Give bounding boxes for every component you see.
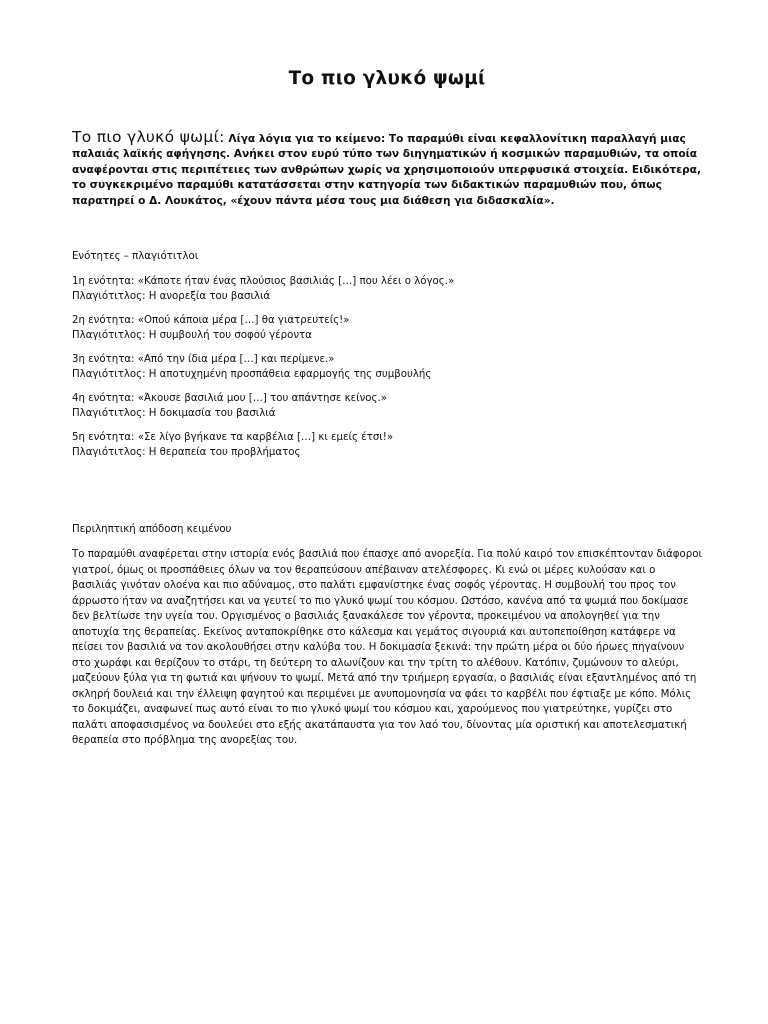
- unit-subtitle: Πλαγιότιτλος: Η αποτυχημένη προσπάθεια εφαρμογής της συμβουλής: [72, 368, 432, 380]
- unit-subtitle: Πλαγιότιτλος: Η δοκιμασία του βασιλιά: [72, 407, 276, 419]
- document-title: Το πιο γλυκό ψωμί: [288, 68, 486, 89]
- unit-entry: [72, 314, 702, 343]
- intro-body: Λίγα λόγια για το κείμενο: Το παραμύθι είναι κεφαλλονίτικη παραλλαγή μιας παλαιάς λαϊκής αφήγησης. Ανήκει στον ευρύ τύπο των διηγηματικών ή κοσμικών παραμυθιών, τα οποία αναφέρονται στις περιπέτειες των ανθρώπων χωρίς να χρησιμοποιούν υπερφυσικά στοιχεία. Ειδικότερα, το συγκεκριμένο παραμύθι κατατάσσεται στην κατηγορία των διδακτικών παραμυθιών που, όπως παρατηρεί ο Δ. Λουκάτος, «έχουν πάντα μέσα τους μια διάθεση για διδασκαλία».: [72, 133, 701, 207]
- summary-paragraph: Το παραμύθι αναφέρεται στην ιστορία ενός βασιλιά που έπασχε από ανορεξία. Για πολύ καιρό τον επισκέπτονταν διάφοροι γιατροί, όμως οι προσπάθειες όλων να τον θεραπεύσουν απέβαιναν ατελέσφορες. Κι ενώ οι μέρες κυλούσαν και ο βασιλιάς γινόταν ολοένα και πιο αδύναμος, στο παλάτι εμφανίστηκε ένας σοφός γέροντας. Η συμβουλή του προς τον άρρωστο ήταν να αναζητήσει και να γευτεί το πιο γλυκό ψωμί του κόσμου. Ωστόσο, κανένα από τα ψωμιά που δοκίμασε δεν βελτίωσε την υγεία του. Οργισμένος ο βασιλιάς ξανακάλεσε τον γέροντα, προκειμένου να απολογηθεί για την αποτυχία της θεραπείας. Εκείνος ανταποκρίθηκε στο κάλεσμα και γεμάτος σιγουριά και αυτοπεποίθηση κατάφερε να πείσει τον βασιλιά να τον ακολουθήσει στην καλύβα του. Η δοκιμασία ξεκινά: την πρώτη μέρα οι δύο ήρωες πηγαίνουν στο χωράφι και θερίζουν το στάρι, τη δεύτερη το αλωνίζουν και την τρίτη το αλέθουν. Κατόπιν, ζυμώνουν το αλεύρι, μαζεύουν ξύλα για τη φωτιά και ψήνουν το ψωμί. Μετά από την τριήμερη εργασία, ο βασιλιάς είναι εξαντλημένος από τη σκληρή δουλειά και την έλλειψη φαγητού και περιμένει με ανυπομονησία να φάει το καρβέλι που έφτιαξε με κόπο. Μόλις το δοκιμάζει, αναφωνεί πως αυτό είναι το πιο γλυκό ψωμί του κόσμου και, χαρούμενος που γιατρεύτηκε, γυρίζει στο παλάτι αποφασισμένος να δουλεύει στο εξής ακατάπαυστα για τον λαό του, δίνοντας μία οριστική και αποτελεσματική θεραπεία στο πρόβλημα της ανορεξίας του.: [72, 549, 702, 746]
- unit-line: 2η ενότητα: «Οπού κάποια μέρα […] θα γιατρευτείς!»: [72, 315, 350, 326]
- unit-entry: [72, 431, 702, 460]
- summary-heading: Περιληπτική απόδοση κειμένου: [72, 524, 232, 535]
- unit-subtitle: Πλαγιότιτλος: Η ανορεξία του βασιλιά: [72, 290, 271, 302]
- unit-line: 3η ενότητα: «Από την ίδια μέρα […] και περίμενε.»: [72, 354, 335, 365]
- unit-line: 5η ενότητα: «Σε λίγο βγήκανε τα καρβέλια […] κι εμείς έτσι!»: [72, 432, 394, 443]
- unit-entry: [72, 392, 702, 421]
- unit-line: 1η ενότητα: «Κάποτε ήταν ένας πλούσιος βασιλιάς […] που λέει ο λόγος.»: [72, 276, 455, 287]
- unit-line: 4η ενότητα: «Άκουσε βασιλιά μου […] του απάντησε κείνος.»: [72, 393, 387, 404]
- intro-lead: Το πιο γλυκό ψωμί:: [72, 128, 225, 146]
- intro-paragraph: [72, 130, 702, 209]
- unit-subtitle: Πλαγιότιτλος: Η συμβουλή του σοφού γέροντα: [72, 329, 312, 341]
- unit-subtitle: Πλαγιότιτλος: Η θεραπεία του προβλήματος: [72, 446, 301, 458]
- unit-entry: [72, 275, 702, 304]
- units-heading: Ενότητες – πλαγιότιτλοι: [72, 251, 199, 262]
- unit-entry: [72, 353, 702, 382]
